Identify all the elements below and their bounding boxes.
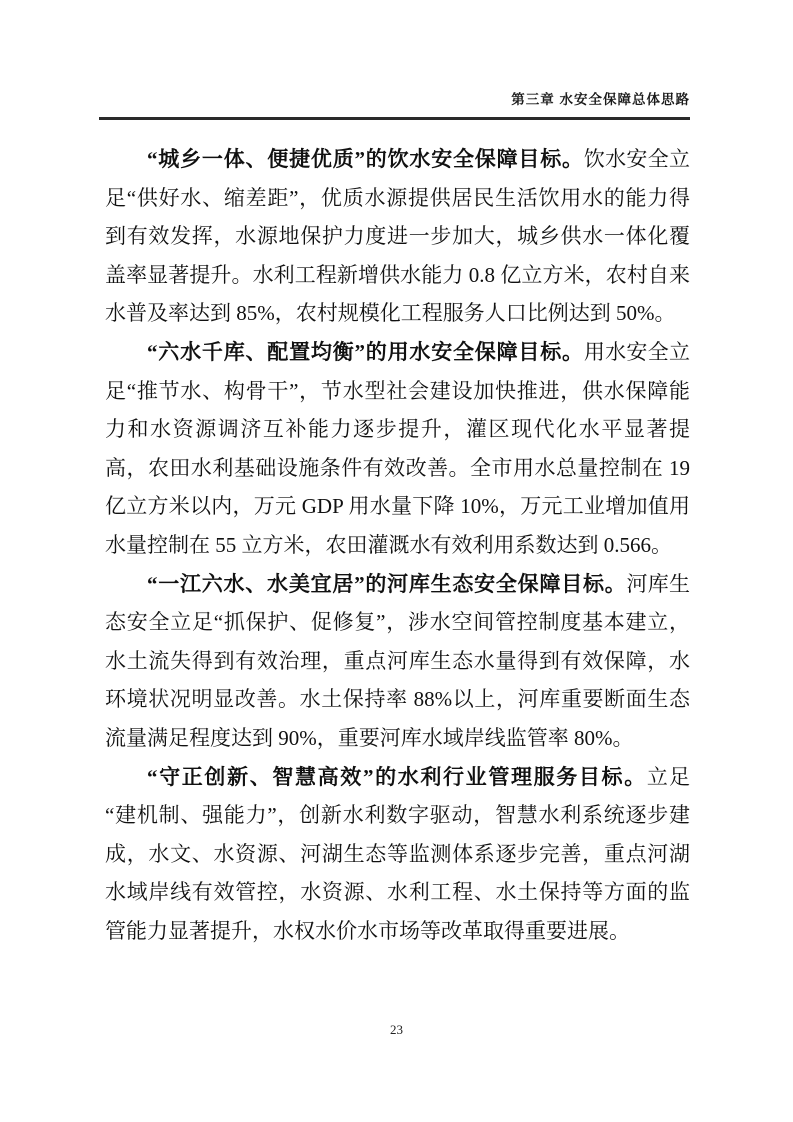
paragraph-text: 用水安全立足“推节水、构骨干”，节水型社会建设加快推进，供水保障能力和水资源调济互补能力逐步提升，灌区现代化水平显著提高，农田水利基础设施条件有效改善。全市用水总量控制在 19 亿立方米以内，万元 GDP 用水量下降 10%，万元工业增加值用水量控制在 55 立方米，农田灌溉水有效利用系数达到 0.566。 <box>105 339 691 557</box>
chapter-header: 第三章 水安全保障总体思路 <box>511 92 690 107</box>
paragraph-text: 饮水安全立足“供好水、缩差距”，优质水源提供居民生活饮用水的能力得到有效发挥，水源地保护力度进一步加大，城乡供水一体化覆盖率显著提升。水利工程新增供水能力 0.8 亿立方米，农村自来水普及率达到 85%，农村规模化工程服务人口比例达到 50%。 <box>105 147 691 326</box>
document-body <box>105 140 690 950</box>
paragraph-lead: “城乡一体、便捷优质”的饮水安全保障目标。 <box>147 147 584 171</box>
paragraph-text: 河库生态安全立足“抓保护、促修复”，涉水空间管控制度基本建立，水土流失得到有效治理，重点河库生态水量得到有效保障，水环境状况明显改善。水土保持率 88%以上，河库重要断面生态流量满足程度达到 90%，重要河库水域岸线监管率 80%。 <box>105 571 691 750</box>
header-rule <box>99 117 690 120</box>
paragraph-lead: “一江六水、水美宜居”的河库生态安全保障目标。 <box>147 571 627 596</box>
paragraph <box>105 758 690 951</box>
paragraph-text: 立足“建机制、强能力”，创新水利数字驱动，智慧水利系统逐步建成，水文、水资源、河湖生态等监测体系逐步完善，重点河湖水域岸线有效管控，水资源、水利工程、水土保持等方面的监管能力显著提升，水权水价水市场等改革取得重要进展。 <box>105 764 691 943</box>
paragraph <box>105 140 690 333</box>
paragraph <box>105 565 690 758</box>
paragraph-lead: “六水千库、配置均衡”的用水安全保障目标。 <box>147 339 584 364</box>
paragraph-lead: “守正创新、智慧高效”的水利行业管理服务目标。 <box>147 764 647 789</box>
page-number: 23 <box>390 1022 403 1037</box>
paragraph <box>105 333 690 565</box>
